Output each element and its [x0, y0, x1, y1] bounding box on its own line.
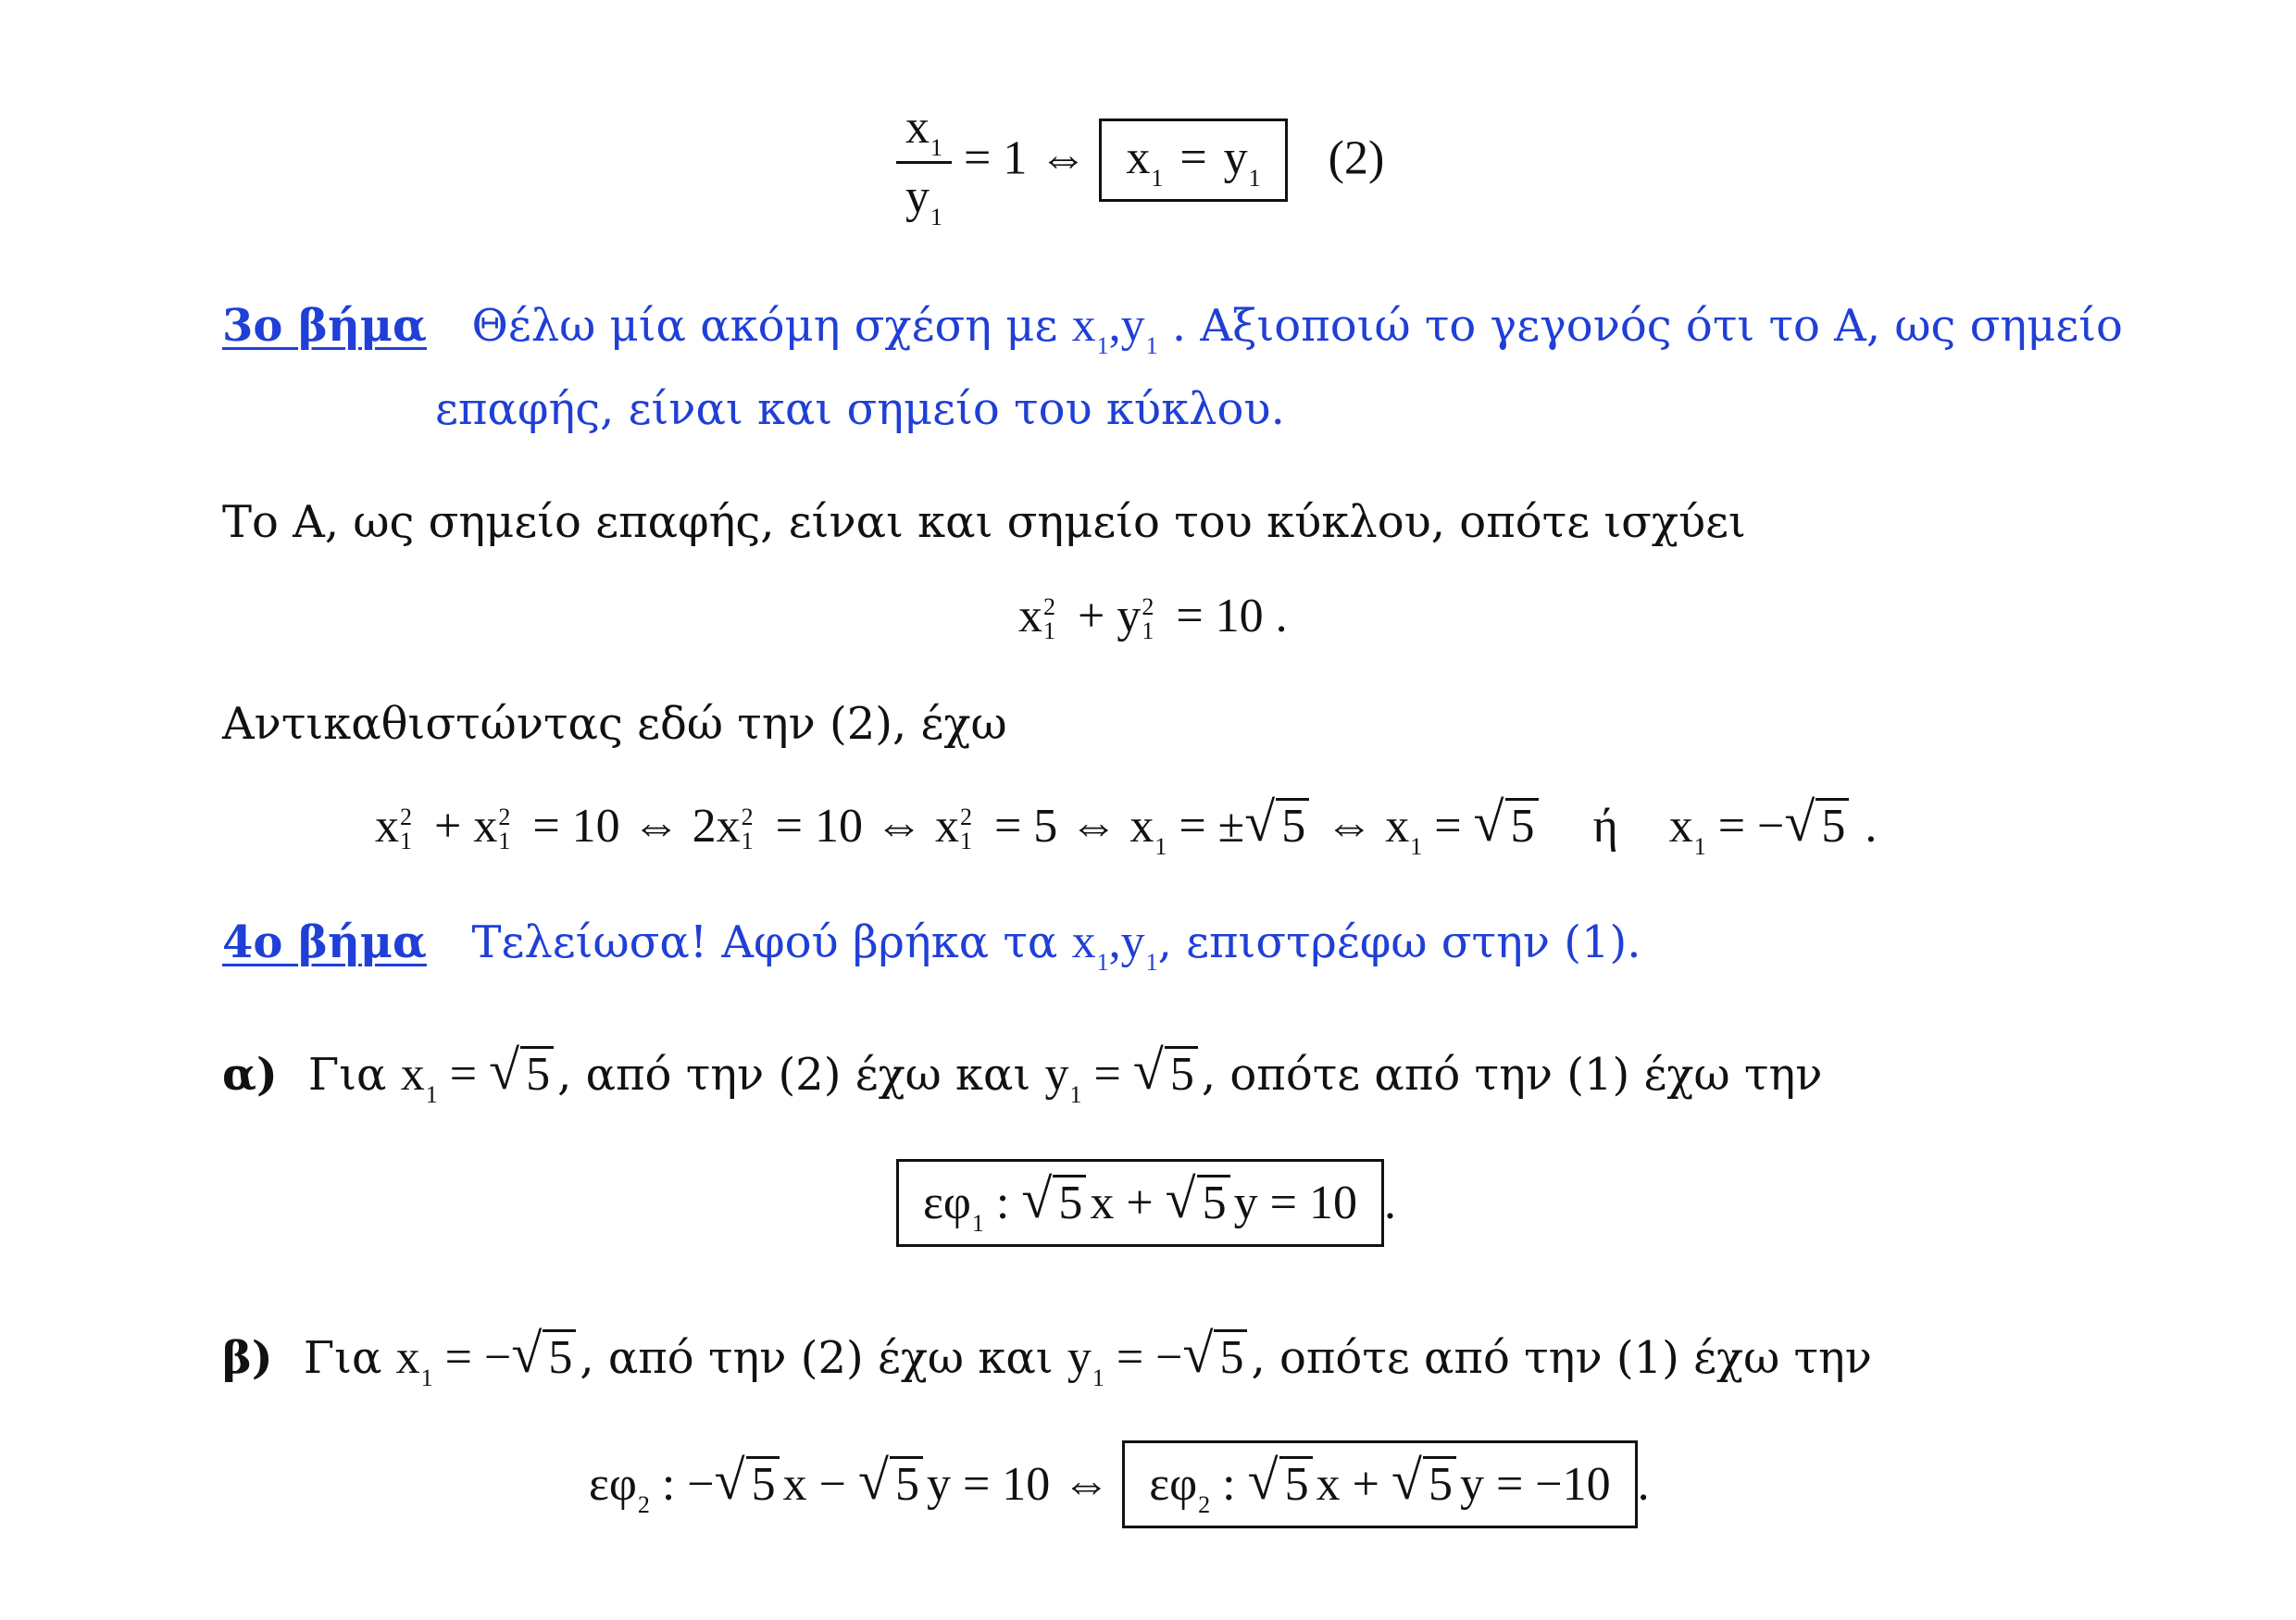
step4-text-b: , επιστρέφω στην (1).	[1157, 916, 1641, 968]
equation-tangent-1: $\varepsilon\varphi_1$ : √ 5 x + √ 5 y = 10 .	[896, 1159, 1396, 1247]
step3-heading: 3ο βήμα	[222, 300, 427, 352]
sqrt-5: √ 5	[1133, 1046, 1198, 1099]
solve-step2: = 10 ⇔	[775, 800, 923, 853]
step3-line1	[222, 299, 2123, 359]
box-x: x	[1126, 131, 1151, 185]
sqrt-5: √ 5	[1784, 798, 1849, 851]
box-y: y	[1223, 131, 1248, 185]
boxed-result-x1-equals-y1	[1099, 118, 1287, 202]
box-x-subscript: 1	[1151, 165, 1164, 193]
equation-tag-2: (2)	[1328, 131, 1385, 185]
solve-equivalence: ⇔	[1325, 800, 1374, 853]
boxed-tangent-1: $\varepsilon\varphi_1$ : √ 5 x + √ 5 y = 10	[896, 1159, 1384, 1247]
circle-x: x	[1018, 590, 1042, 642]
fraction-x1-over-y1	[896, 101, 952, 231]
step4-heading: 4ο βήμα	[222, 916, 427, 968]
solve-plus: +	[434, 800, 462, 853]
box-y-subscript: 1	[1248, 165, 1261, 193]
sqrt-5: √ 5	[1244, 798, 1309, 851]
part-b-gia: Για	[303, 1332, 382, 1384]
denominator: y	[905, 170, 930, 223]
solve-step3: = 5 ⇔	[993, 800, 1118, 853]
equals-one-equivalence: = 1 ⇔	[964, 131, 1088, 185]
sqrt-5: √ 5	[1474, 798, 1539, 851]
sqrt-5: √ 5	[511, 1329, 576, 1382]
step3-x: x	[1071, 299, 1096, 352]
equation-ratio	[896, 101, 1385, 231]
equation-circle	[1018, 592, 1288, 643]
step4-text-a: Τελείωσα! Αφού βρήκα τα	[471, 916, 1058, 968]
step3-text-a: Θέλω μία ακόμη σχέση με	[471, 300, 1058, 352]
step3-line2: επαφής, είναι και σημείο του κύκλου.	[435, 383, 1285, 435]
circle-rhs: = 10 .	[1176, 590, 1288, 642]
numerator: x	[905, 101, 930, 154]
paragraph-substitute: Αντικαθιστώντας εδώ την (2), έχω	[222, 698, 1007, 750]
circle-y-indices: 2 1	[1142, 593, 1154, 645]
equation-tangent-2: $\varepsilon\varphi_2$ : −√ 5 x − √ 5 y = 10 ⇔ $\varepsilon\varphi_2$ : √ 5 x + √ 5 y = −10 .	[589, 1440, 1650, 1528]
circle-y: y	[1117, 590, 1142, 642]
equation-solve-chain: x 2 1 + x 2 1 = 10 ⇔ 2x 2 1 = 10 ⇔ x 2 1 = 5 ⇔ $x_1$ = ±√ 5 ⇔ $x_1$ = √ 5 ή $x_1$ = −√ 5 .	[375, 798, 1877, 854]
part-a-gia: Για	[307, 1049, 387, 1101]
step3-y-subscript: 1	[1145, 332, 1158, 359]
solve-plus-minus: = ±	[1179, 800, 1245, 853]
step3-x-subscript: 1	[1096, 332, 1109, 359]
part-b-label: β)	[222, 1332, 273, 1384]
circle-plus: +	[1078, 590, 1105, 642]
part-b-tail: , οπότε από την (1) έχω την	[1251, 1332, 1872, 1384]
part-b-mid: , από την (2) έχω και	[580, 1332, 1054, 1384]
part-a-tail: , οπότε από την (1) έχω την	[1201, 1049, 1823, 1101]
part-a-line: α) Για $x_1$ = √ 5 , από την (2) έχω και $y_1$ = √ 5 , οπότε από την (1) έχω την	[222, 1046, 1822, 1099]
step3-y: y	[1120, 299, 1145, 352]
step4-line: 4ο βήμα Τελείωσα! Αφού βρήκα τα $x_1,y_1$, επιστρέφω στην (1).	[222, 916, 1641, 976]
boxed-tangent-2: $\varepsilon\varphi_2$ : √ 5 x + √ 5 y = −10	[1122, 1440, 1637, 1528]
sqrt-5: √ 5	[489, 1046, 554, 1099]
step3-text-b: . Αξιοποιώ το γεγονός ότι το Α, ως σημείο	[1171, 300, 2123, 352]
solve-or: ή	[1592, 800, 1618, 853]
sqrt-5: √ 5	[1182, 1329, 1247, 1382]
circle-x-indices: 2 1	[1043, 593, 1055, 645]
step3-comma: ,	[1108, 299, 1121, 352]
part-a-mid: , από την (2) έχω και	[557, 1049, 1031, 1101]
solve-step1: = 10 ⇔ 2	[532, 800, 717, 853]
part-b-line: β) Για $x_1$ = −√ 5 , από την (2) έχω και $y_1$ = −√ 5 , οπότε από την (1) έχω την	[222, 1329, 1872, 1382]
part-a-label: α)	[222, 1049, 278, 1101]
box-equals: =	[1179, 131, 1207, 185]
numerator-subscript: 1	[930, 134, 942, 161]
paragraph-circle-point: Το Α, ως σημείο επαφής, είναι και σημείο του κύκλου, οπότε ισχύει	[222, 496, 1746, 548]
denominator-subscript: 1	[930, 204, 942, 231]
